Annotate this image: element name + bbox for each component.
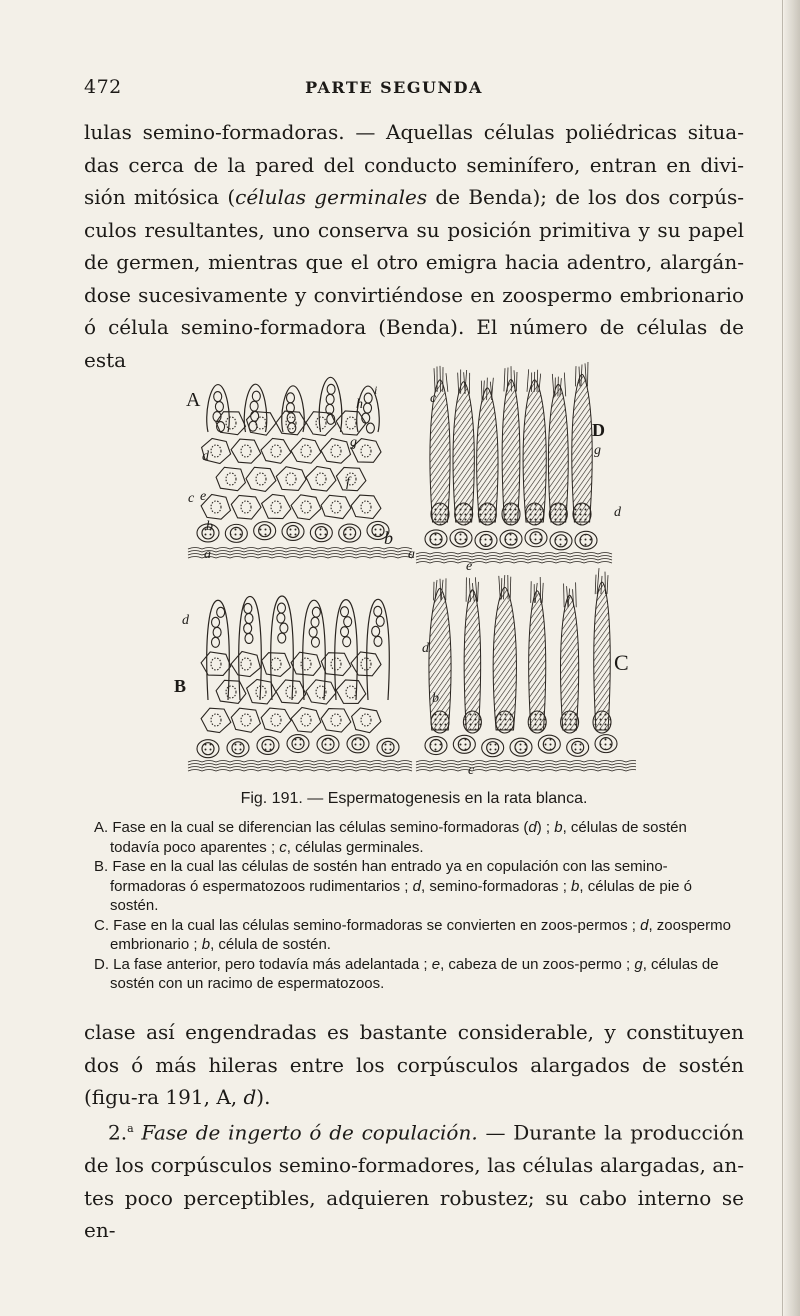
germinal-cell-nucleus — [430, 533, 442, 545]
polyhedral-cell — [276, 467, 306, 491]
elongated-cell — [282, 386, 305, 432]
spermatogenesis-illustration — [168, 362, 636, 782]
polyhedral-cell — [231, 652, 260, 677]
text-run: B. Fase en la cual las células de sostén han entrado ya en copulación con las semino-formadoras ó espermatozoos rudimentarios ; — [94, 858, 668, 895]
cell-nucleus — [301, 445, 311, 457]
cell-nucleus — [211, 714, 221, 726]
germinal-cell-nucleus — [287, 525, 299, 537]
elongated-cell — [207, 600, 230, 700]
cell-nucleus — [271, 445, 281, 457]
germinal-cell-nucleus — [262, 739, 274, 751]
sostén-cell-nucleus — [496, 711, 514, 733]
label-d-B: d — [182, 613, 189, 628]
semino-formadora-nucleus — [214, 392, 222, 402]
label-b-A: b — [206, 519, 213, 534]
text-run: d — [412, 877, 421, 895]
text-run: ) ; — [536, 819, 555, 836]
polyhedral-cell — [306, 467, 336, 492]
semino-formadora-nucleus — [309, 627, 317, 637]
basement-membrane-line — [188, 548, 412, 550]
semino-formadora-nucleus — [364, 403, 372, 413]
sperm-tail — [440, 366, 441, 392]
label-g-D: g — [594, 443, 601, 458]
cell-nucleus — [271, 714, 281, 726]
text-run: C. Fase en la cual las células semino-formadoras se convierten en zoos-permos ; — [94, 916, 641, 934]
cell-nucleus — [331, 658, 341, 670]
germinal-cell-nucleus — [455, 532, 467, 544]
germinal-cell-nucleus — [322, 738, 334, 750]
paragraph-3 — [84, 1113, 744, 1247]
germinal-cell-nucleus — [555, 535, 567, 547]
semino-formadora-nucleus — [374, 636, 382, 646]
legend-item-C — [94, 916, 734, 955]
polyhedral-cell — [336, 680, 366, 703]
sperm-bundle — [529, 591, 546, 730]
text-run: Fase de ingerto ó de copulación. — [141, 1120, 478, 1145]
text-run: , células de sostén con un racimo de espermatozoos. — [110, 955, 719, 992]
label-h: h — [356, 397, 363, 412]
sperm-bundle — [493, 587, 516, 730]
sostén-cell-nucleus — [526, 503, 544, 525]
germinal-cell-nucleus — [344, 527, 356, 539]
text-run: d — [243, 1085, 257, 1109]
polyhedral-cell — [351, 495, 381, 518]
polyhedral-cell — [321, 709, 351, 733]
basement-membrane-line — [416, 559, 612, 561]
polyhedral-cell — [231, 495, 261, 519]
running-head: PARTE SEGUNDA — [305, 78, 483, 97]
label-a-D: a — [408, 547, 415, 562]
sperm-tail — [478, 582, 479, 602]
semino-formadora-nucleus — [217, 607, 225, 617]
text-run: ). — [256, 1085, 271, 1109]
polyhedral-cell — [231, 439, 261, 463]
text-run: , célula de sostén. — [210, 936, 331, 953]
cell-nucleus — [331, 714, 341, 726]
cell-nucleus — [301, 714, 311, 726]
polyhedral-cell — [336, 468, 366, 491]
figure-legend — [94, 818, 734, 994]
polyhedral-cell — [352, 708, 381, 733]
basement-membrane-line — [416, 556, 612, 558]
figure-caption-title: Fig. 191. — Espermatogenesis en la rata blanca. — [240, 790, 588, 807]
text-run: , células de pie ó sostén. — [110, 877, 692, 914]
germinal-cell-nucleus — [480, 534, 492, 546]
text-run: de Benda); de los dos corpús-culos resultantes, uno conserva su posición primitiva y su papel de germen, mientras que el otro emigra hacia adentro, alargán-dose sucesivamente y convirtiéndose en zoospermo embrionario ó célula semino-formadora (Benda). El número de células de esta — [84, 185, 745, 372]
sostén-cell-nucleus — [455, 503, 473, 525]
germinal-cell-nucleus — [543, 738, 555, 750]
sostén-cell-nucleus — [431, 503, 449, 525]
germinal-cell-nucleus — [315, 527, 327, 539]
cell-nucleus — [241, 501, 251, 513]
cell-nucleus — [256, 473, 266, 485]
sperm-tail — [516, 372, 517, 391]
figure-191 — [168, 362, 636, 782]
page-number: 472 — [84, 76, 122, 98]
cell-nucleus — [301, 501, 311, 513]
semino-formadora-nucleus — [343, 637, 351, 647]
semino-formadora-nucleus — [311, 617, 319, 627]
text-run: a — [127, 1122, 134, 1135]
sperm-bundle — [464, 590, 480, 730]
text-run: 2. — [108, 1120, 128, 1145]
semino-formadora-nucleus — [245, 613, 253, 623]
sperm-tail — [576, 582, 577, 607]
legend-item-A — [94, 818, 734, 857]
sperm-tail — [607, 575, 608, 594]
sperm-tail — [434, 368, 435, 392]
sperm-tail — [552, 374, 554, 396]
germinal-cell-nucleus — [487, 742, 499, 754]
sperm-bundle — [594, 582, 610, 730]
text-run: A. Fase en la cual se diferencian las células semino-formadoras ( — [94, 819, 529, 836]
cell-nucleus — [331, 501, 341, 513]
basement-membrane-line — [416, 770, 636, 772]
text-run: c — [279, 838, 287, 856]
cell-nucleus — [346, 686, 356, 698]
germinal-cell-nucleus — [515, 741, 527, 753]
label-B: B — [174, 676, 187, 696]
semino-formadora-nucleus — [252, 391, 260, 401]
germinal-cell-nucleus — [259, 525, 271, 537]
germinal-cell-nucleus — [572, 741, 584, 753]
sperm-tail — [542, 583, 543, 603]
semino-formadora-nucleus — [372, 626, 380, 636]
elongated-cell — [335, 600, 358, 700]
sostén-cell-nucleus — [561, 711, 579, 733]
cell-nucleus — [361, 501, 371, 513]
basement-membrane-line — [188, 557, 412, 559]
cell-nucleus — [241, 658, 251, 670]
semino-formadora-nucleus — [244, 623, 252, 633]
polyhedral-cell — [216, 680, 246, 703]
label-e-A: e — [200, 489, 207, 504]
semino-formadora-nucleus — [364, 393, 372, 403]
semino-formadora-nucleus — [212, 617, 220, 627]
polyhedral-cell — [321, 439, 351, 464]
text-run: células germinales — [235, 185, 428, 209]
basement-membrane-line — [188, 551, 412, 553]
polyhedral-cell — [262, 494, 291, 518]
basement-membrane-line — [188, 554, 412, 556]
sostén-cell-nucleus — [528, 711, 546, 733]
sostén-cell-nucleus — [502, 503, 520, 525]
germinal-cell-nucleus — [530, 532, 542, 544]
sperm-tail — [499, 576, 500, 600]
sperm-bundle — [523, 380, 546, 522]
cell-nucleus — [226, 417, 236, 429]
sostén-cell-nucleus — [431, 711, 449, 733]
cell-nucleus — [271, 658, 281, 670]
label-d-A: d — [202, 449, 209, 464]
semino-formadora-nucleus — [341, 607, 349, 617]
sperm-tail — [458, 373, 459, 394]
semino-formadora-nucleus — [341, 627, 349, 637]
label-D: D — [592, 420, 605, 440]
legend-item-D — [94, 955, 734, 994]
cell-nucleus — [361, 445, 371, 457]
basement-membrane-line — [188, 770, 412, 772]
semino-formadora-nucleus — [251, 411, 259, 421]
basement-membrane-line — [188, 761, 412, 763]
text-run: , zoospermo embrionario ; — [110, 916, 731, 953]
sostén-cell-nucleus — [549, 503, 567, 525]
text-run: g — [634, 955, 643, 973]
label-c-D: c — [430, 391, 437, 406]
germinal-cell-nucleus — [382, 741, 394, 753]
text-run: b — [571, 877, 580, 895]
sperm-tail — [504, 368, 505, 391]
label-c-C: c — [468, 763, 475, 778]
label-d-D: d — [614, 505, 621, 520]
sperm-tail — [595, 575, 596, 594]
text-run: d — [528, 819, 537, 836]
polyhedral-cell — [291, 495, 321, 520]
semino-formadora-nucleus — [277, 603, 285, 613]
cell-nucleus — [316, 473, 326, 485]
germinal-cell-nucleus — [202, 743, 214, 755]
text-run: clase así engendradas es bastante considerable, y constituyen dos ó más hileras entre los corpúsculos alargados de sostén (figu-ra 191, A, — [84, 1020, 744, 1109]
page-edge-shadow — [784, 0, 800, 1316]
cell-nucleus — [316, 417, 326, 429]
label-A: A — [186, 389, 201, 411]
sostén-cell-nucleus — [573, 503, 591, 525]
paragraph-1 — [84, 116, 744, 376]
semino-formadora-nucleus — [280, 623, 288, 633]
sperm-bundle — [561, 595, 579, 730]
polyhedral-cell — [262, 653, 291, 677]
text-run: lulas semino-formadoras. — Aquellas células poliédricas situa-das cerca de la pared del conducto seminífero, entran en divi-sión mitósica ( — [84, 120, 744, 209]
semino-formadora-nucleus — [213, 627, 221, 637]
label-g-A: g — [350, 435, 357, 450]
polyhedral-cell — [306, 680, 336, 704]
elongated-cell — [303, 600, 326, 700]
polyhedral-cell — [291, 438, 321, 463]
polyhedral-cell — [231, 708, 260, 732]
polyhedral-cell — [291, 652, 321, 675]
cell-nucleus — [346, 417, 356, 429]
sperm-tail — [491, 378, 493, 400]
label-C: C — [614, 650, 629, 675]
sperm-bundle — [502, 379, 520, 522]
germinal-cell-nucleus — [505, 533, 517, 545]
germinal-cell-nucleus — [352, 738, 364, 750]
germinal-cell-nucleus — [580, 534, 592, 546]
polyhedral-cell — [201, 652, 231, 675]
cell-nucleus — [211, 501, 221, 513]
text-run: b — [554, 819, 563, 836]
semino-formadora-nucleus — [327, 384, 335, 394]
semino-formadora-nucleus — [366, 423, 374, 433]
semino-formadora-nucleus — [244, 603, 252, 613]
polyhedral-cell — [276, 680, 306, 704]
germinal-cell-nucleus — [232, 742, 244, 754]
sperm-bundle — [453, 382, 474, 522]
semino-formadora-nucleus — [376, 616, 384, 626]
polyhedral-cell — [291, 708, 321, 733]
germinal-cell-nucleus — [430, 740, 442, 752]
elongated-cell — [367, 599, 390, 700]
semino-formadora-nucleus — [277, 613, 285, 623]
cell-nucleus — [271, 501, 281, 513]
semino-formadora-nucleus — [215, 402, 223, 412]
germinal-cell-nucleus — [372, 524, 384, 536]
page-edge-line — [782, 0, 783, 1316]
polyhedral-cell — [246, 467, 276, 491]
germinal-cell-nucleus — [292, 738, 304, 750]
basement-membrane-line — [416, 562, 612, 564]
semino-formadora-nucleus — [249, 421, 257, 431]
polyhedral-cell — [306, 412, 336, 436]
sperm-bundle — [572, 374, 592, 522]
cell-nucleus — [241, 445, 251, 457]
basement-membrane-line — [188, 764, 412, 766]
sperm-tail — [481, 381, 482, 400]
sostén-cell-nucleus — [593, 711, 611, 733]
semino-formadora-nucleus — [311, 637, 319, 647]
basement-membrane-line — [188, 767, 412, 769]
polyhedral-cell — [261, 708, 291, 732]
cell-nucleus — [226, 686, 236, 698]
text-run: b — [201, 936, 211, 953]
semino-formadora-nucleus — [250, 401, 258, 411]
semino-formadora-nucleus — [245, 633, 253, 643]
germinal-cell-nucleus — [600, 738, 612, 750]
polyhedral-cell — [216, 467, 245, 490]
cell-nucleus — [211, 445, 221, 457]
semino-formadora-nucleus — [344, 617, 352, 627]
cell-nucleus — [361, 714, 371, 726]
text-run: d — [640, 916, 649, 934]
cell-nucleus — [286, 473, 296, 485]
sperm-tail — [446, 373, 448, 392]
basement-membrane-line — [416, 553, 612, 555]
label-f: f — [346, 475, 350, 490]
semino-formadora-nucleus — [211, 637, 219, 647]
polyhedral-cell — [321, 495, 351, 518]
cell-nucleus — [211, 658, 221, 670]
legend-item-B — [94, 857, 734, 916]
polyhedral-cell — [201, 708, 231, 732]
text-run: , semino-formadoras ; — [420, 877, 572, 895]
cell-nucleus — [241, 714, 251, 726]
basement-membrane-line — [416, 764, 636, 766]
cell-nucleus — [256, 417, 266, 429]
cell-nucleus — [226, 473, 236, 485]
text-run: e — [431, 955, 441, 973]
label-c-A: c — [188, 491, 195, 506]
sperm-tail — [564, 584, 565, 608]
label-b-mid: b — [384, 528, 393, 548]
sperm-tail — [510, 577, 511, 600]
germinal-cell-nucleus — [458, 738, 470, 750]
sperm-tail — [575, 366, 576, 386]
elongated-cell — [239, 596, 262, 700]
cell-nucleus — [286, 686, 296, 698]
label-d-C: d — [422, 641, 429, 656]
text-run: — Durante la producción de los corpúsculos semino-formadores, las células alargadas, an-tes poco perceptibles, adquieren robustez; su cabo interno se en- — [84, 1120, 745, 1243]
text-run: , cabeza de un zoos-permo ; — [440, 955, 635, 973]
text-run: , células de sostén todavía poco aparentes ; — [110, 819, 687, 856]
semino-formadora-nucleus — [312, 607, 320, 617]
polyhedral-cell — [351, 652, 381, 676]
sostén-cell-nucleus — [478, 503, 496, 525]
sperm-tail — [564, 373, 565, 397]
paragraph-2 — [84, 1016, 744, 1114]
semino-formadora-nucleus — [288, 423, 296, 433]
text-run: D. La fase anterior, pero todavía más adelantada ; — [94, 955, 432, 973]
label-b-C: b — [432, 691, 439, 706]
page-header — [84, 76, 704, 104]
semino-formadora-nucleus — [326, 394, 334, 404]
basement-membrane-line — [416, 767, 636, 769]
sperm-bundle — [548, 384, 568, 522]
sostén-cell-nucleus — [463, 711, 481, 733]
sperm-bundle — [429, 588, 451, 730]
label-i: i — [374, 383, 378, 397]
label-a-A: a — [204, 547, 211, 562]
semino-formadora-nucleus — [286, 393, 294, 403]
label-e-D: e — [466, 559, 473, 574]
germinal-cell-nucleus — [230, 527, 242, 539]
cell-nucleus — [331, 445, 341, 457]
polyhedral-cell — [261, 438, 291, 463]
cell-nucleus — [361, 658, 371, 670]
semino-formadora-nucleus — [278, 633, 286, 643]
sperm-bundle — [477, 388, 498, 522]
text-run: , células germinales. — [286, 838, 424, 856]
semino-formadora-nucleus — [374, 606, 382, 616]
basement-membrane-line — [416, 761, 636, 763]
sperm-tail — [527, 369, 529, 392]
